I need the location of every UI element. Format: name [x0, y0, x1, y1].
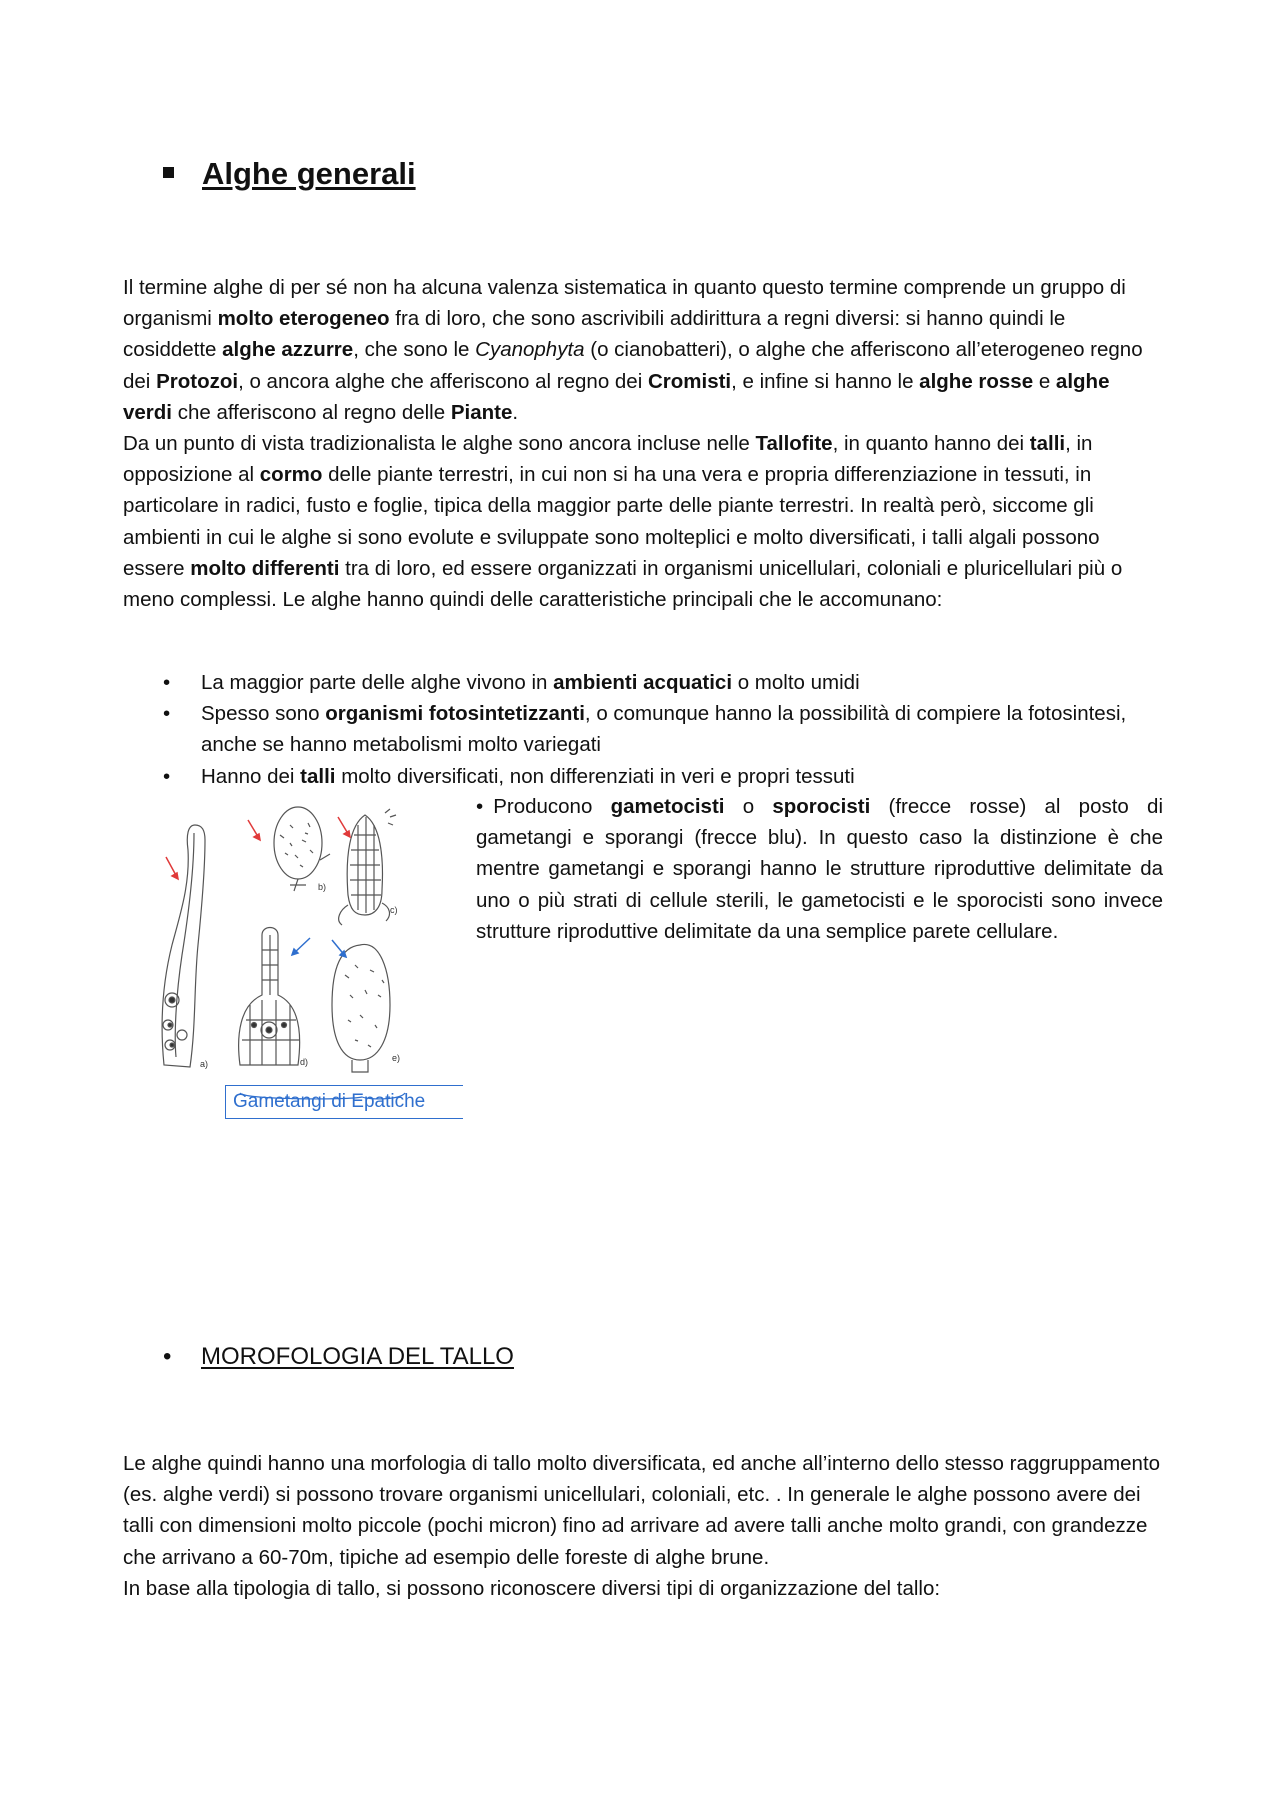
intro-paragraph-2: Da un punto di vista tradizionalista le alghe sono ancora incluse nelle Tallofite, in quanto hanno dei talli, in opposizione al cormo delle piante terrestri, in cui non si ha una vera e propria differenziazione in tessuti, in particolare in radici, fusto e foglie, tipica della maggior parte delle piante terrestri. In realtà però, siccome gli ambienti in cui le alghe si sono evolute e sviluppate sono molteplici e molto diversificati, i talli algali possono essere molto differenti tra di loro, ed essere organizzati in organismi unicellulari, coloniali e pluricellulari più o meno complessi. Le alghe hanno quindi delle caratteristiche principali che le accomunano:	[123, 432, 1123, 612]
list-item: • La maggior parte delle alghe vivono in ambienti acquatici o molto umidi	[123, 667, 1173, 698]
bullet-icon: •	[163, 702, 171, 726]
panel-label-b: b)	[318, 882, 327, 892]
features-list	[123, 667, 1173, 792]
bullet-icon: •	[163, 764, 171, 788]
bullet-icon: •	[163, 1343, 172, 1370]
section2-text	[123, 1448, 1163, 1604]
section-heading-alghe-generali: Alghe generali	[163, 154, 416, 194]
figure-panel-c	[339, 809, 396, 925]
section-heading-morfologia: • MOROFOLOGIA DEL TALLO	[123, 1341, 514, 1373]
panel-label-e: e)	[392, 1053, 401, 1063]
list-item: • Spesso sono organismi fotosintetizzanti, o comunque hanno la possibilità di compiere la fotosintesi, anche se hanno metabolismi molto variegati	[123, 698, 1173, 760]
intro-text	[123, 272, 1163, 615]
intro-paragraph-1: Il termine alghe di per sé non ha alcuna valenza sistematica in quanto questo termine comprende un gruppo di organismi molto eterogeneo fra di loro, che sono ascrivibili addirittura a regni diversi: si hanno quindi le cosiddette alghe azzurre, che sono le Cyanophyta (o cianobatteri), o alghe che afferiscono all’eterogeneo regno dei Protozoi, o ancora alghe che afferiscono al regno dei Cromisti, e infine si hanno le alghe rosse e alghe verdi che afferiscono al regno delle Piante.	[123, 276, 1143, 424]
gametangia-illustration	[150, 795, 480, 1125]
bullet-icon: •	[476, 795, 484, 818]
section2-paragraph-2: In base alla tipologia di tallo, si possono riconoscere diversi tipi di organizzazione del tallo:	[123, 1576, 941, 1600]
section2-paragraph-1: Le alghe quindi hanno una morfologia di tallo molto diversificata, ed anche all’interno dello stesso raggruppamento (es. alghe verdi) si possono trovare organismi unicellulari, coloniali, etc. . In generale le alghe possono avere dei talli con dimensioni molto piccole (pochi micron) fino ad arrivare ad avere talli anche molto grandi, con grandezze che arrivano a 60-70m, tipiche ad esempio delle foreste di alghe brune.	[123, 1452, 1161, 1569]
panel-label-a: a)	[200, 1059, 209, 1069]
blue-arrows	[292, 938, 346, 957]
panel-label-d: d)	[300, 1057, 309, 1067]
figure-panel-d	[239, 928, 300, 1066]
figure-caption: Gametangi di Epatiche	[225, 1085, 463, 1119]
bullet-icon: •	[163, 671, 171, 694]
side-paragraph: • Producono gametocisti o sporocisti (frecce rosse) al posto di gametangi e sporangi (frecce blu). In questo caso la distinzione è che mentre gametangi e sporangi hanno le strutture riproduttive delimitate da uno o più strati di cellule sterili, le gametocisti e le sporocisti sono invece strutture riproduttive delimitate da una semplice parete cellulare.	[476, 795, 1163, 943]
figure-panel-e	[332, 944, 390, 1072]
figure-panel-b	[274, 807, 330, 891]
square-bullet-icon	[163, 167, 174, 178]
panel-label-c: c)	[390, 905, 398, 915]
list-item: • Hanno dei talli molto diversificati, non differenziati in veri e propri tessuti	[123, 761, 1173, 792]
